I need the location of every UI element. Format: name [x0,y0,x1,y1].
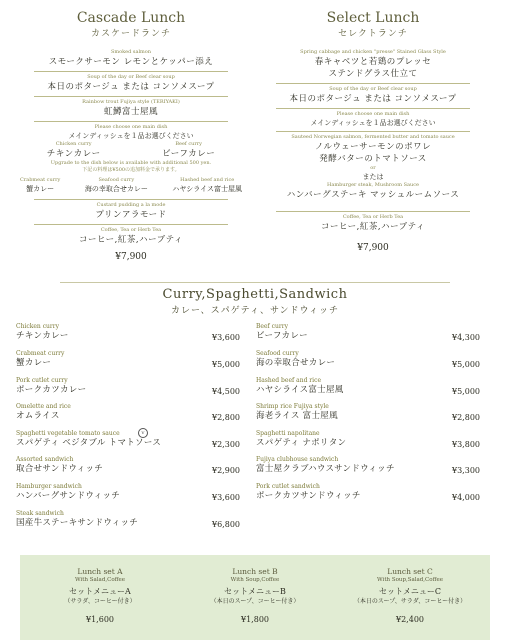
set-title: Lunch set B [232,567,278,576]
menu-item [256,403,480,422]
set-with: With Soup,Salad,Coffee [377,577,443,583]
item-en: Beef curry [256,323,288,330]
select-or-en: or [370,165,376,171]
vegetarian-mark-icon: V [138,428,148,438]
item-ja: 取合せサンドウィッチ [16,464,104,474]
cascade-soup-en: Soup of the day or Beef clear soup [87,74,175,80]
select-starter-ja2: ステンドグラス仕立て [328,69,418,79]
cascade-opt-3 [172,177,242,194]
set-price: ¥2,400 [396,615,424,624]
item-price: ¥4,500 [212,387,240,396]
menu-item [16,430,240,449]
item-en: Spaghetti napolitane [256,430,320,437]
select-drink-ja: コーヒー,紅茶,ハーブティ [321,222,425,232]
cascade-drink-ja: コーヒー,紅茶,ハーブティ [79,235,183,245]
menu-item [256,483,480,502]
item-ja: ビーフカレー [256,331,308,341]
item-ja: 富士屋クラブハウスサンドウィッチ [256,464,395,474]
select-choose-ja: メインディッシュを１品お選びください [310,119,436,127]
item-price: ¥3,800 [452,440,480,449]
cascade-dessert-ja: プリンアラモード [95,210,167,220]
select-lunch-menu [258,10,488,253]
item-ja: 海老ライス 富士屋風 [256,411,338,421]
opt1-en: Crabmeat curry [20,177,61,183]
main1-ja: チキンカレー [46,149,101,159]
cascade-upgrade-en: Upgrade to the dish below is available with additional 500 yen. [50,160,212,166]
opt1-ja: 蟹カレー [26,185,55,193]
divider [276,131,470,132]
item-ja: オムライス [16,411,60,421]
cascade-fish-ja: 虹鱒富士屋風 [103,107,158,117]
lunch-set-a [25,567,175,624]
item-ja: ハヤシライス富士屋風 [256,385,344,395]
set-title: Lunch set C [387,567,433,576]
item-en: Shrimp rice Fujiya style [256,403,329,410]
item-en: Hashed beef and rice [256,377,322,384]
menu-item [16,510,240,529]
set-desc: （本日のスープ、コーヒー付き） [210,598,300,605]
cascade-dessert-en: Custard pudding a la mode [96,202,166,208]
opt3-en: Hashed beef and rice [180,177,235,183]
item-ja: スパゲティ ベジタブル トマトソース [16,438,162,448]
cascade-lunch-menu [16,10,246,262]
set-with: With Soup,Coffee [230,577,280,583]
section-subtitle: カレー、スパゲティ、サンドウィッチ [171,306,339,316]
divider [34,121,228,122]
cascade-fish-en: Rainbow trout Fujiya style (TERIYAKI) [82,99,180,105]
cascade-opt-1 [20,177,60,194]
cascade-choose-en: Please choose one main dish [94,124,168,130]
cascade-soup-ja: 本日のポタージュ または コンソメスープ [47,82,215,92]
set-with: With Salad,Coffee [74,577,126,583]
menu-item [16,483,240,502]
cascade-upgrade-options [20,177,242,194]
item-price: ¥2,300 [212,440,240,449]
select-drink-en: Coffee, Tea or Herb Tea [342,214,404,220]
item-en: Hamburger sandwich [16,483,82,490]
select-main-ja2: 発酵バターのトマトソース [319,154,427,164]
item-en: Crabmeat curry [16,350,65,357]
select-alt-en: Hamburger steak, Mushroom Sauce [326,182,419,188]
menu-item [16,456,240,475]
opt2-ja: 海の幸取合せカレー [84,185,148,193]
set-price: ¥1,800 [241,615,269,624]
item-ja: 海の幸取合せカレー [256,358,336,368]
menu-item [256,350,480,369]
cascade-opt-2 [85,177,148,194]
divider [34,71,228,72]
item-price: ¥5,000 [452,360,480,369]
set-title: Lunch set A [77,567,123,576]
item-ja: 国産牛ステーキサンドウィッチ [16,518,139,528]
select-main-ja1: ノルウェーサーモンのポワレ [314,142,432,152]
item-en: Assorted sandwich [16,456,74,463]
cascade-main-choices [16,141,246,160]
item-price: ¥2,900 [212,466,240,475]
item-price: ¥4,000 [452,493,480,502]
menu-item [16,377,240,396]
opt3-ja: ハヤシライス富士屋風 [172,185,242,193]
divider [34,96,228,97]
item-ja: チキンカレー [16,331,69,341]
main1-en: Chicken curry [55,141,92,147]
item-price: ¥2,800 [452,413,480,422]
item-en: Steak sandwich [16,510,64,517]
set-desc: （サラダ、コーヒー付き） [64,598,136,605]
item-price: ¥4,300 [452,333,480,342]
menu-item [256,323,480,342]
cascade-starter-ja: スモークサーモン レモンとケッパー添え [48,57,214,67]
item-en: Fujiya clubhouse sandwich [256,456,339,463]
item-en: Seafood curry [256,350,299,357]
set-price: ¥1,600 [86,615,114,624]
select-soup-en: Soup of the day or Beef clear soup [329,86,417,92]
divider [34,199,228,200]
cascade-main-2 [162,141,215,160]
lunch-set-c [335,567,485,624]
menu-item [256,430,480,449]
select-choose-en: Please choose one main dish [336,111,410,117]
cascade-title: Cascade Lunch [76,10,186,26]
select-starter-ja1: 春キャベツと若鶏のプレッセ [314,57,432,67]
select-alt-ja: ハンバーグステーキ マッシュルームソース [286,190,460,200]
cascade-starter-en: Smoked salmon [110,49,152,55]
divider [276,83,470,84]
select-or-ja: または [362,173,384,181]
set-ja: セットメニューB [224,587,286,596]
menu-item [256,377,480,396]
item-price: ¥6,800 [212,520,240,529]
lunch-sets-panel [20,555,490,640]
item-price: ¥2,800 [212,413,240,422]
item-price: ¥5,000 [452,387,480,396]
item-price: ¥3,600 [212,493,240,502]
lunch-set-b [180,567,330,624]
cascade-upgrade-ja: 下記の料理は¥500の追加料金で承ります。 [82,167,180,173]
section-divider [60,282,450,283]
select-title: Select Lunch [326,10,420,26]
item-en: Omelette and rice [16,403,71,410]
item-en: Chicken curry [16,323,60,330]
cascade-main-1 [47,141,101,160]
item-en: Spaghetti vegetable tomato sauce [16,430,120,437]
cascade-price: ¥7,900 [115,252,147,262]
select-price: ¥7,900 [357,243,389,253]
select-main-en: Sauteed Norwegian salmon, fermented butter and tomato sauce [291,134,455,140]
cascade-choose-ja: メインディッシュを１品お選びください [68,132,194,140]
item-en: Pork cutlet curry [16,377,68,384]
select-starter-en: Spring cabbage and chicken "presse" Stained Glass Style [300,49,446,55]
set-ja: セットメニューC [378,587,442,596]
item-en: Pork cutlet sandwich [256,483,320,490]
set-desc: （本日のスープ、サラダ、コーヒー付き） [353,598,467,605]
item-ja: ポークカツサンドウィッチ [256,491,361,501]
divider [276,211,470,212]
set-ja: セットメニューA [69,587,131,596]
menu-item [16,323,240,342]
item-price: ¥5,000 [212,360,240,369]
main2-en: Beef curry [175,141,202,147]
item-ja: スパゲティ ナポリタン [256,438,347,448]
menu-item [16,350,240,369]
select-soup-ja: 本日のポタージュ または コンソメスープ [289,94,457,104]
item-price: ¥3,600 [212,333,240,342]
select-subtitle: セレクトランチ [338,29,408,39]
item-price: ¥3,300 [452,466,480,475]
divider [34,224,228,225]
item-ja: ポークカツカレー [16,385,87,395]
opt2-en: Seafood curry [98,177,135,183]
item-ja: 蟹カレー [16,358,52,368]
main2-ja: ビーフカレー [162,149,216,159]
menu-item [256,456,480,475]
cascade-drink-en: Coffee, Tea or Herb Tea [100,227,162,233]
cascade-subtitle: カスケードランチ [90,29,171,39]
divider [276,108,470,109]
section-title: Curry,Spaghetti,Sandwich [162,287,348,302]
menu-item [16,403,240,422]
item-ja: ハンバーグサンドウィッチ [16,491,121,501]
